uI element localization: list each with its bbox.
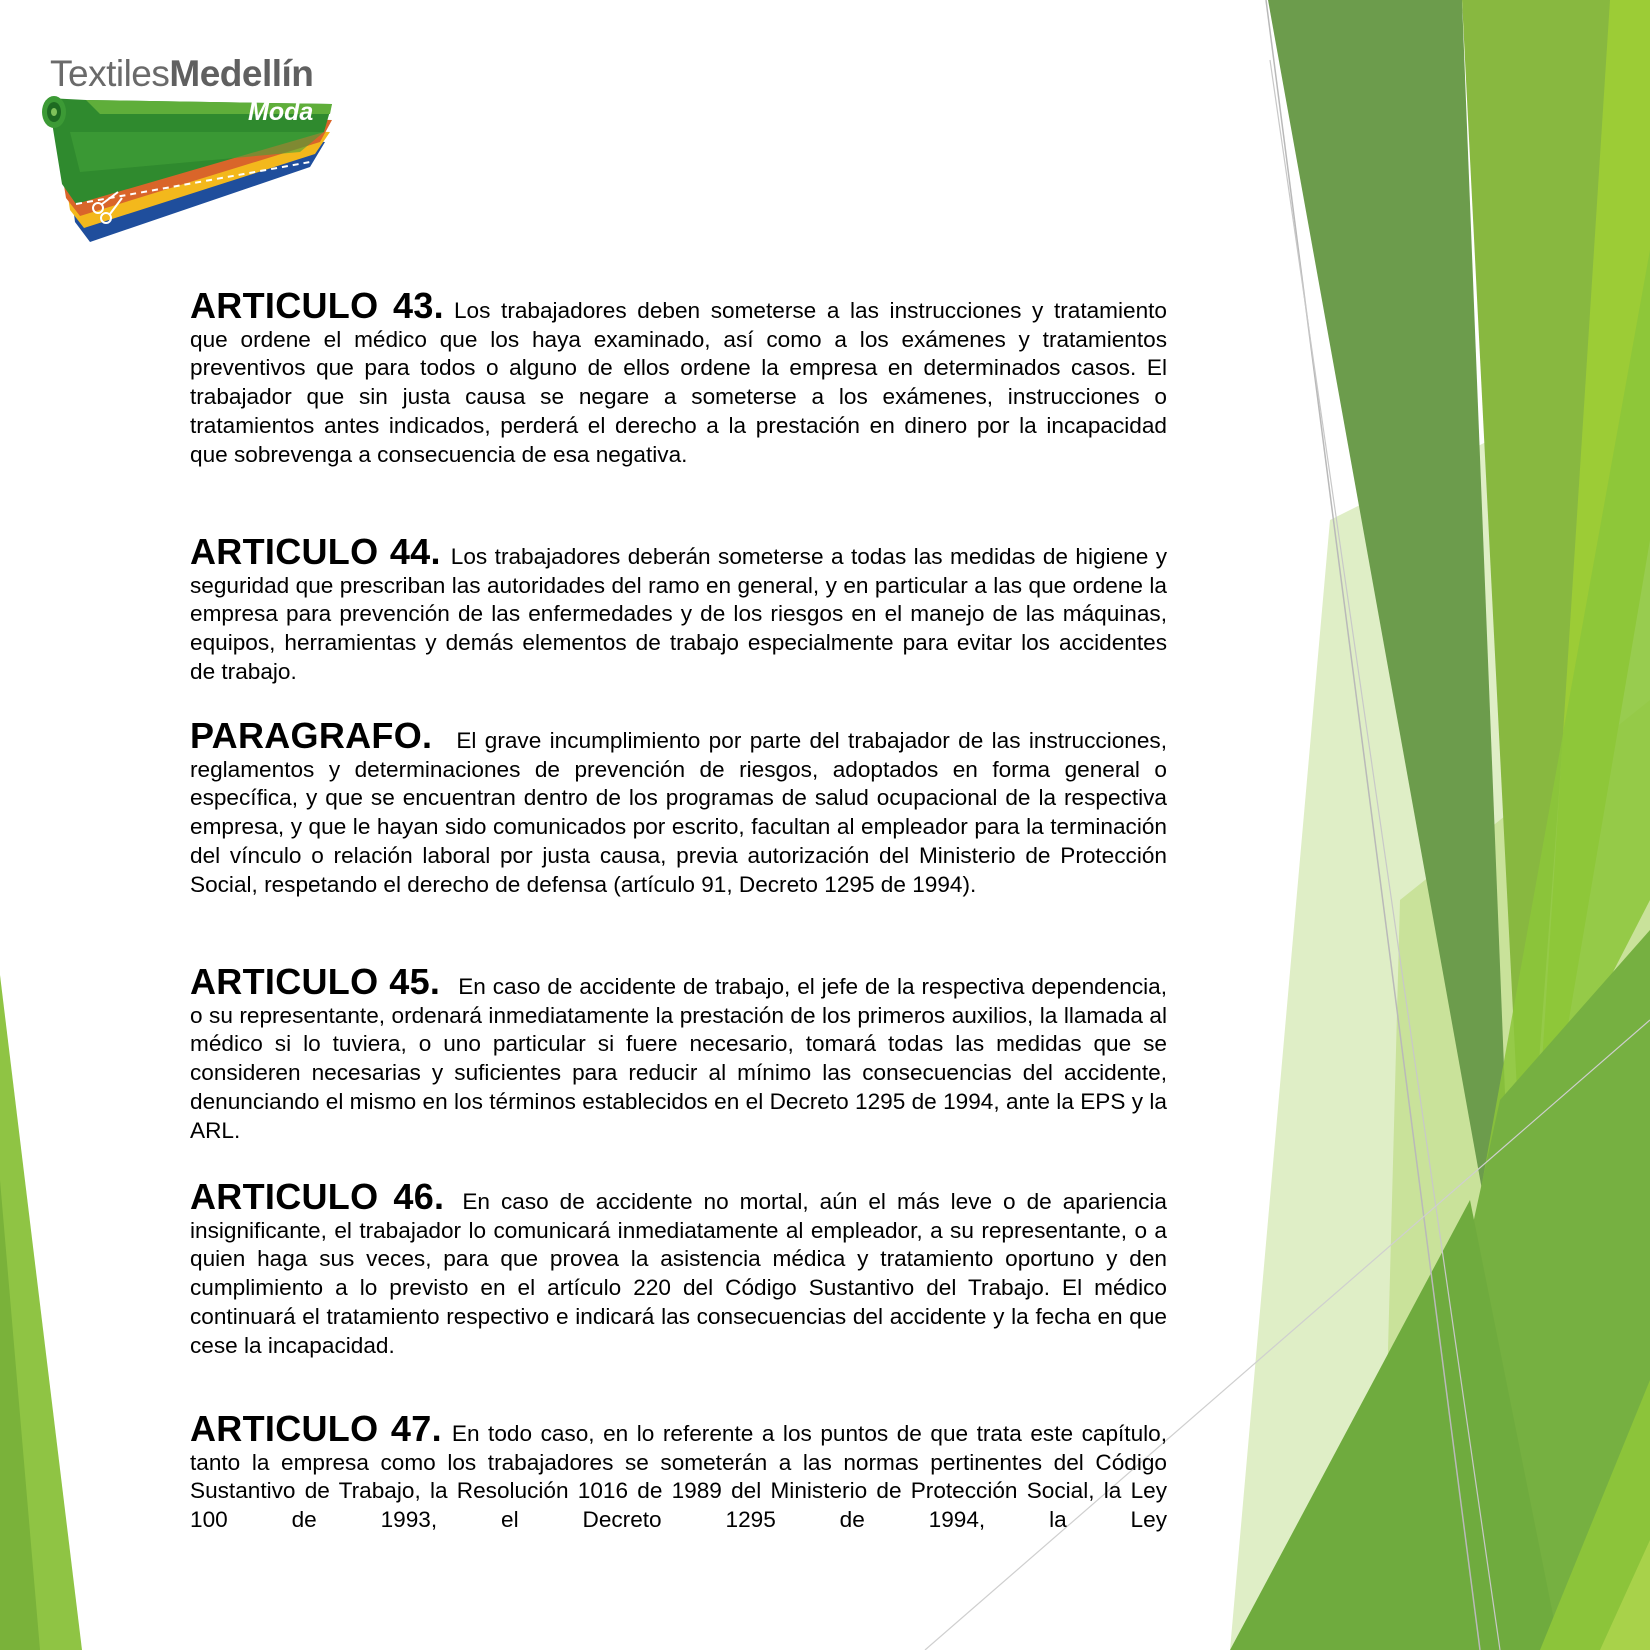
paragrafo [190, 715, 1167, 899]
company-logo [40, 48, 340, 258]
article-heading: PARAGRAFO. [190, 715, 433, 756]
article-46 [190, 1176, 1167, 1360]
article-43 [190, 285, 1167, 469]
logo-subbrand: Moda [248, 98, 314, 126]
article-heading: ARTICULO 47. [190, 1408, 442, 1449]
article-text: En caso de accidente no mortal, aún el más leve o de apariencia insignificante, el trabajador lo comunicará inmediatamente al empleador, a su representante, o a quien haga sus veces, para que provea la asistencia médica y tratamiento oportuno y den cumplimiento a lo previsto en el artículo 220 del Código Sustantivo del Trabajo. El médico continuará el tratamiento respectivo e indicará las consecuencias del accidente y la fecha en que cese la incapacidad. [190, 1189, 1167, 1358]
article-45 [190, 961, 1168, 1145]
article-heading: ARTICULO 45. [190, 961, 441, 1002]
article-heading: ARTICULO 46. [190, 1176, 445, 1217]
article-text: Los trabajadores deberán someterse a todas las medidas de higiene y seguridad que prescriban las autoridades del ramo en general, y en particular a las que ordene la empresa para prevención de las enfermedades y de los riesgos en el manejo de las máquinas, equipos, herramientas y demás elementos de trabajo especialmente para evitar los accidentes de trabajo. [190, 544, 1167, 684]
article-text: Los trabajadores deben someterse a las instrucciones y tratamiento que ordene el médico que los haya examinado, así como a los exámenes y tratamientos preventivos que para todos o alguno de ellos ordene la empresa en determinados casos. El trabajador que sin justa causa se negare a someterse a los exámenes, instrucciones o tratamientos antes indicados, perderá el derecho a la prestación en dinero por la incapacidad que sobrevenga a consecuencia de esa negativa. [190, 298, 1167, 467]
article-47 [190, 1408, 1167, 1535]
article-text: El grave incumplimiento por parte del trabajador de las instrucciones, reglamentos y determinaciones de prevención de riesgos, adoptados en forma general o específica, y que se encuentran dentro de los programas de salud ocupacional de la respectiva empresa, y que le hayan sido comunicados por escrito, facultan al empleador para la terminación del vínculo o relación laboral por justa causa, previa autorización del Ministerio de Protección Social, respetando el derecho de defensa (artículo 91, Decreto 1295 de 1994). [190, 728, 1167, 897]
logo-brand-text [50, 54, 313, 94]
article-heading: ARTICULO 43. [190, 285, 444, 326]
logo-brand-part1: Textiles [50, 53, 170, 94]
article-text: En todo caso, en lo referente a los puntos de que trata este capítulo, tanto la empresa como los trabajadores se someterán a las normas pertinentes del Código Sustantivo de Trabajo, la Resolución 1016 de 1989 del Ministerio de Protección Social, la Ley 100 de 1993, el Decreto 1295 de 1994, la Ley [190, 1421, 1167, 1533]
article-44 [190, 531, 1167, 687]
logo-brand-part2: Medellín [169, 53, 314, 94]
article-text: En caso de accidente de trabajo, el jefe de la respectiva dependencia, o su representante, ordenará inmediatamente la prestación de los primeros auxilios, la llamada al médico si lo tuviera, o uno particular si fuere necesario, tomará todas las medidas que se consideren necesarias y suficientes para reducir al mínimo las consecuencias del accidente, denunciando el mismo en los términos establecidos en el Decreto 1295 de 1994, ante la EPS y la ARL. [190, 974, 1168, 1143]
article-heading: ARTICULO 44. [190, 531, 441, 572]
